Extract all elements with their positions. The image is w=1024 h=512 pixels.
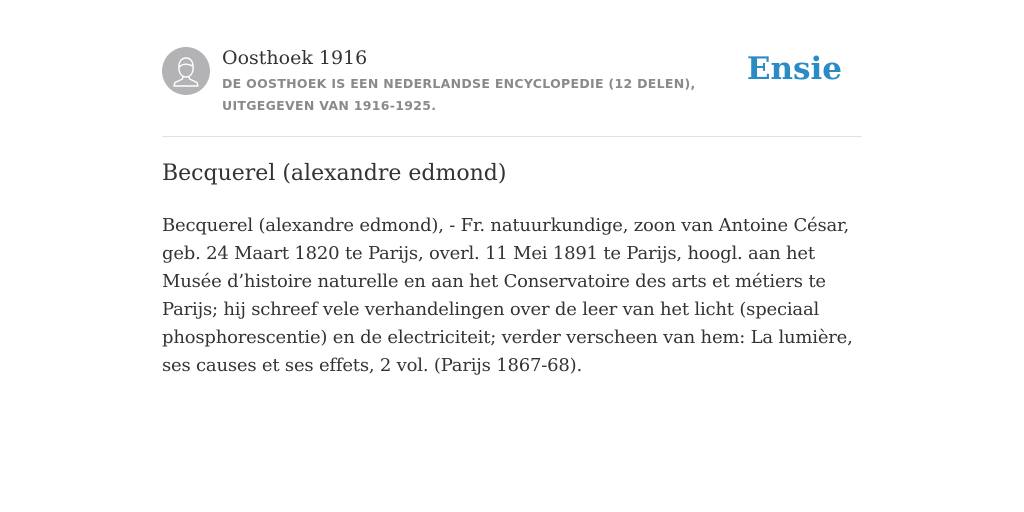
- ensie-logo[interactable]: Ensie: [746, 51, 842, 87]
- source-description: DE OOSTHOEK IS EEN NEDERLANDSE ENCYCLOPEDIE (12 DELEN), UITGEGEVEN VAN 1916-1925.: [222, 76, 696, 113]
- source-title[interactable]: Oosthoek 1916: [222, 47, 368, 69]
- entry-title: Becquerel (alexandre edmond): [162, 161, 507, 186]
- source-header: [162, 44, 862, 137]
- avatar: [162, 47, 210, 95]
- user-silhouette-icon: [162, 47, 210, 95]
- entry-body: Becquerel (alexandre edmond), - Fr. natuurkundige, zoon van Antoine César, geb. 24 Maart 1820 te Parijs, overl. 11 Mei 1891 te Parijs, hoogl. aan het Musée d’histoire naturelle en aan het Conservatoire des arts et métiers te Parijs; hij schreef vele verhandelingen over de leer van het licht (speciaal phosphorescentie) en de electriciteit; verder verscheen van hem: La lumière, ses causes et ses effets, 2 vol. (Parijs 1867-68).: [162, 215, 853, 376]
